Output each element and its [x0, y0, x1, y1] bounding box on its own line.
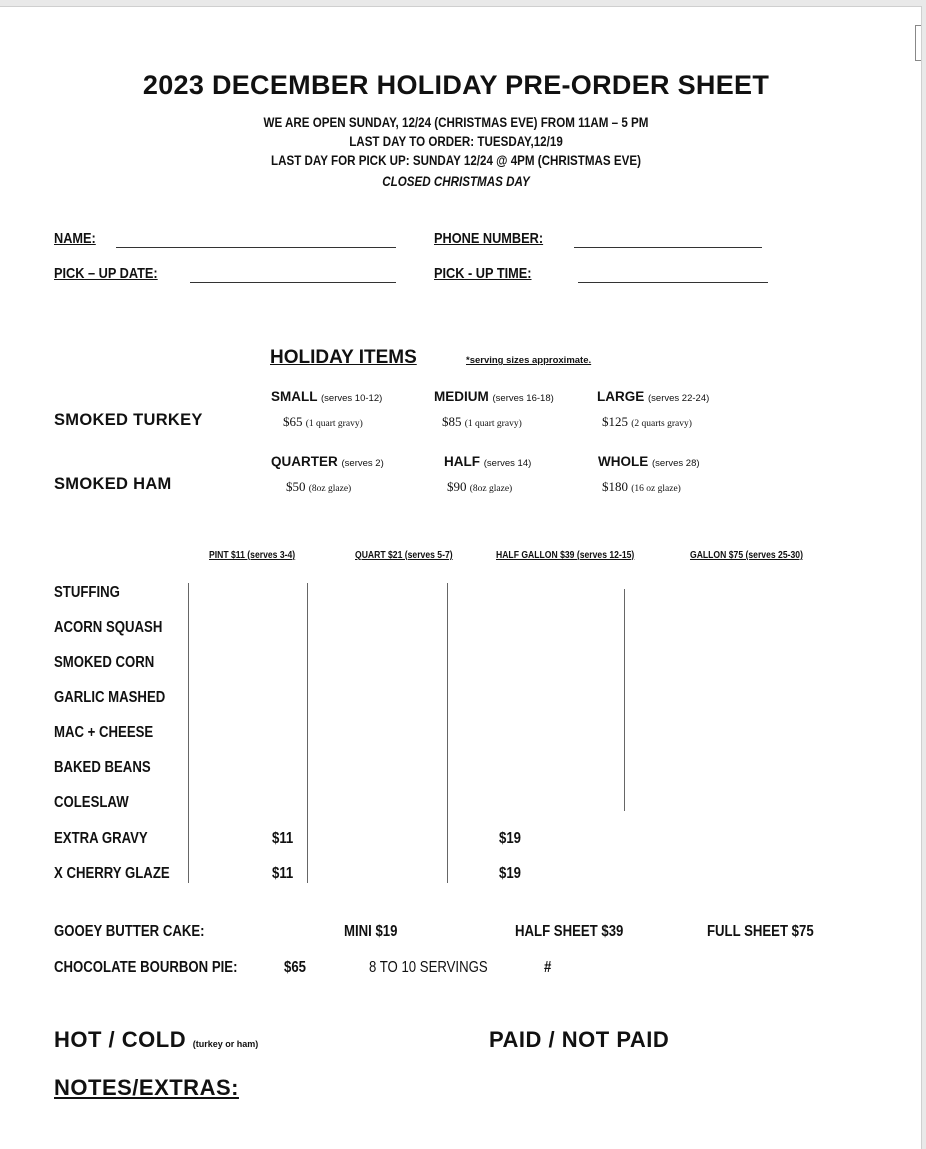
ham-quarter-price: $50 (8oz glaze) — [286, 479, 352, 494]
phone-field[interactable] — [574, 247, 762, 248]
cake-label: GOOEY BUTTER CAKE: — [54, 923, 205, 940]
ham-half-size: HALF (serves 14) — [444, 454, 532, 469]
header-last-pickup: LAST DAY FOR PICK UP: SUNDAY 12/24 @ 4PM (CHRISTMAS EVE) — [270, 153, 642, 168]
side-item: EXTRA GRAVY — [54, 830, 148, 847]
column-divider — [188, 583, 189, 883]
pie-quantity-mark: # — [544, 959, 552, 976]
serving-size-note: *serving sizes approximate. — [466, 355, 592, 366]
paid-status: PAID / NOT PAID — [489, 1027, 670, 1052]
side-item: GARLIC MASHED — [54, 689, 166, 706]
pickup-time-label: PICK - UP TIME: — [434, 265, 532, 282]
scrollbar-handle[interactable] — [915, 25, 921, 61]
pickup-date-label: PICK – UP DATE: — [54, 265, 158, 282]
column-divider — [307, 583, 308, 883]
ham-quarter-size: QUARTER (serves 2) — [271, 454, 384, 469]
side-item: STUFFING — [54, 584, 120, 601]
turkey-large-price: $125 (2 quarts gravy) — [602, 414, 692, 429]
column-gallon: GALLON $75 (serves 25-30) — [690, 549, 803, 561]
column-divider — [447, 583, 448, 883]
name-field[interactable] — [116, 247, 396, 248]
side-item: COLESLAW — [54, 794, 129, 811]
pie-price: $65 — [284, 959, 306, 976]
side-item: X CHERRY GLAZE — [54, 865, 170, 882]
header-closed: CLOSED CHRISTMAS DAY — [382, 174, 530, 189]
cake-full-sheet: FULL SHEET $75 — [707, 923, 814, 940]
cherry-glaze-quart-price: $19 — [499, 865, 521, 882]
pickup-date-field[interactable] — [190, 282, 396, 283]
pie-label: CHOCOLATE BOURBON PIE: — [54, 959, 238, 976]
document-page — [0, 6, 922, 1149]
header-last-order: LAST DAY TO ORDER: TUESDAY,12/19 — [349, 134, 563, 149]
ham-half-price: $90 (8oz glaze) — [447, 479, 513, 494]
turkey-small-size: SMALL (serves 10-12) — [271, 389, 383, 404]
cherry-glaze-pint-price: $11 — [272, 865, 294, 882]
side-item: SMOKED CORN — [54, 654, 155, 671]
turkey-medium-size: MEDIUM (serves 16-18) — [434, 389, 554, 404]
phone-label: PHONE NUMBER: — [434, 230, 544, 247]
turkey-medium-price: $85 (1 quart gravy) — [442, 414, 522, 429]
notes-heading: NOTES/EXTRAS: — [54, 1075, 239, 1100]
hot-cold-choice: HOT / COLD (turkey or ham) — [54, 1027, 259, 1052]
column-half-gallon: HALF GALLON $39 (serves 12-15) — [496, 549, 635, 561]
name-label: NAME: — [54, 230, 96, 247]
column-pint: PINT $11 (serves 3-4) — [209, 549, 296, 561]
extra-gravy-pint-price: $11 — [272, 830, 294, 847]
page-title: 2023 DECEMBER HOLIDAY PRE-ORDER SHEET — [142, 70, 770, 100]
turkey-label: SMOKED TURKEY — [54, 411, 203, 429]
ham-label: SMOKED HAM — [54, 475, 172, 493]
side-item: BAKED BEANS — [54, 759, 151, 776]
column-divider — [624, 589, 625, 811]
column-quart: QUART $21 (serves 5-7) — [355, 549, 453, 561]
extra-gravy-quart-price: $19 — [499, 830, 521, 847]
ham-whole-price: $180 (16 oz glaze) — [602, 479, 681, 494]
holiday-items-heading: HOLIDAY ITEMS — [270, 347, 417, 368]
ham-whole-size: WHOLE (serves 28) — [598, 454, 700, 469]
side-item: ACORN SQUASH — [54, 619, 163, 636]
cake-half-sheet: HALF SHEET $39 — [515, 923, 624, 940]
cake-mini: MINI $19 — [344, 923, 398, 940]
pie-servings: 8 TO 10 SERVINGS — [369, 959, 488, 976]
side-item: MAC + CHEESE — [54, 724, 154, 741]
turkey-small-price: $65 (1 quart gravy) — [283, 414, 363, 429]
turkey-large-size: LARGE (serves 22-24) — [597, 389, 710, 404]
pickup-time-field[interactable] — [578, 282, 768, 283]
header-open-hours: WE ARE OPEN SUNDAY, 12/24 (CHRISTMAS EVE) FROM 11AM – 5 PM — [263, 115, 649, 130]
